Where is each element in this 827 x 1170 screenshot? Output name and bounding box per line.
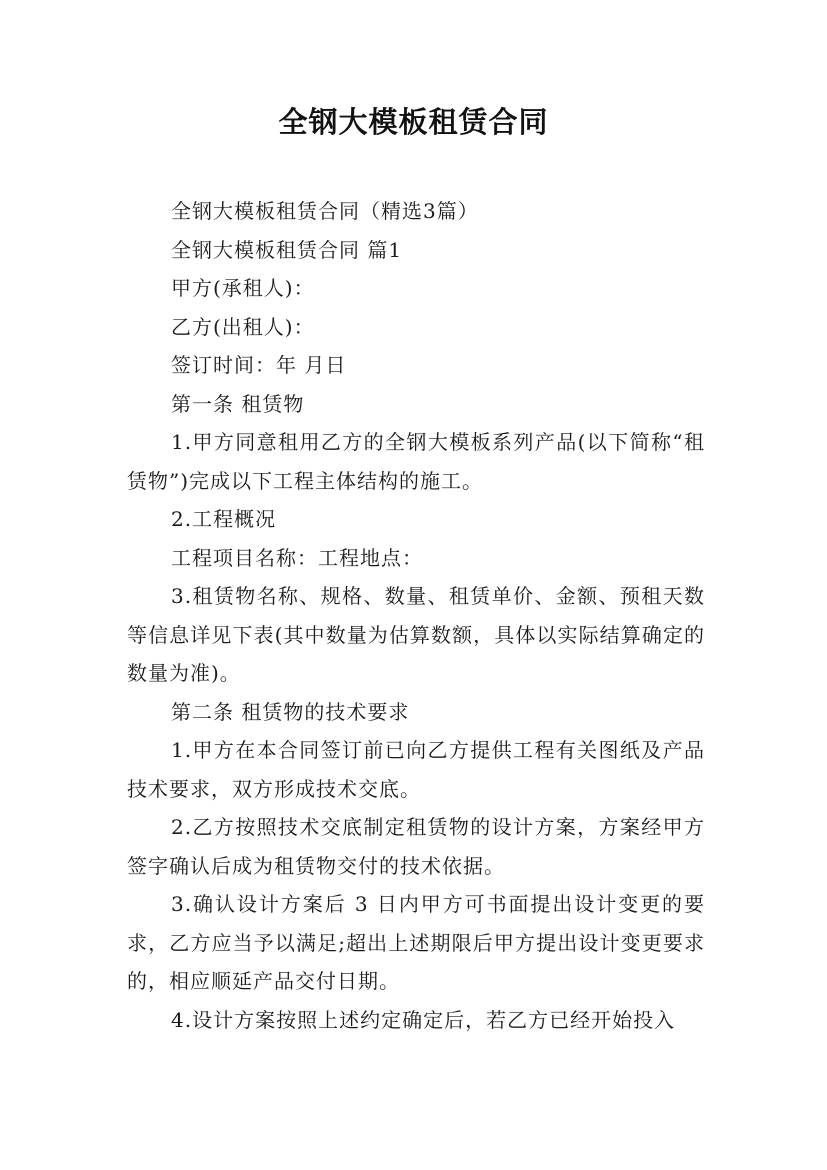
paragraph-clause-2-item-4: 4.设计方案按照上述约定确定后，若乙方已经开始投入 bbox=[171, 1007, 676, 1032]
document-body bbox=[127, 192, 705, 1039]
paragraph-party-b: 乙方(出租人)： bbox=[171, 314, 315, 339]
paragraph-clause-1-item-1: 1.甲方同意租用乙方的全钢大模板系列产品(以下简称“租赁物”)完成以下工程主体结构的施工。 bbox=[127, 430, 705, 493]
paragraph-collection-title: 全钢大模板租赁合同（精选3篇） bbox=[171, 199, 479, 223]
paragraph-clause-2-heading: 第二条 租赁物的技术要求 bbox=[171, 699, 410, 724]
paragraph-clause-2-item-1: 1.甲方在本合同签订前已向乙方提供工程有关图纸及产品技术要求，双方形成技术交底。 bbox=[127, 738, 705, 801]
paragraph-project-info: 工程项目名称：工程地点： bbox=[171, 545, 423, 570]
paragraph-clause-2-item-3: 3.确认设计方案后 3 日内甲方可书面提出设计变更的要求，乙方应当予以满足;超出上述期限后甲方提出设计变更要求的，相应顺延产品交付日期。 bbox=[127, 892, 705, 993]
paragraph-clause-1-item-2: 2.工程概况 bbox=[171, 507, 277, 531]
paragraph-article-heading: 全钢大模板租赁合同 篇1 bbox=[171, 237, 403, 262]
document-title: 全钢大模板租赁合同 bbox=[278, 105, 549, 139]
paragraph-clause-1-item-3: 3.租赁物名称、规格、数量、租赁单价、金额、预租天数等信息详见下表(其中数量为估算数额，具体以实际结算确定的数量为准)。 bbox=[127, 584, 705, 685]
paragraph-clause-2-item-2: 2.乙方按照技术交底制定租赁物的设计方案，方案经甲方签字确认后成为租赁物交付的技术依据。 bbox=[127, 815, 705, 878]
paragraph-clause-1-heading: 第一条 租赁物 bbox=[171, 391, 305, 416]
paragraph-party-a: 甲方(承租人)： bbox=[171, 276, 315, 300]
paragraph-signing-date: 签订时间：年 月日 bbox=[171, 353, 347, 377]
